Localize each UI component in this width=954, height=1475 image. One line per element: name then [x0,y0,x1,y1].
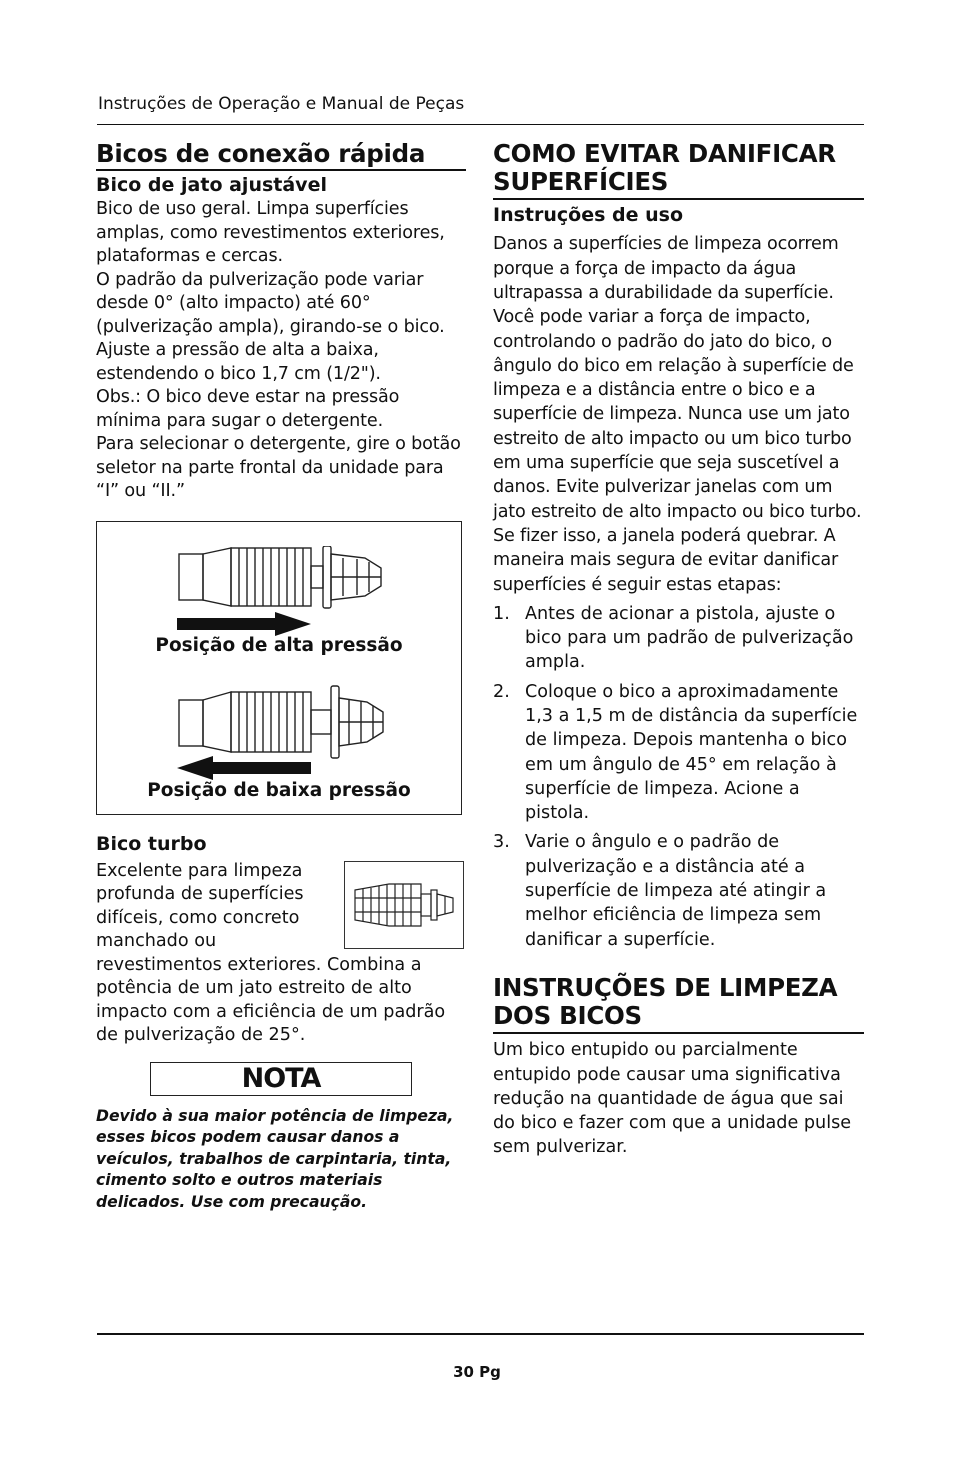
subheading-adjustable-nozzle: Bico de jato ajustável [96,174,327,197]
page-number: 30 Pg [453,1363,501,1381]
note-title: NOTA [241,1063,321,1095]
step-text: Antes de acionar a pistola, ajuste o bico para um padrão de pulverização ampla. [525,603,854,673]
running-header: Instruções de Operação e Manual de Peças [98,94,465,114]
paragraph-general-use: Bico de uso geral. Limpa superfícies amplas, como revestimentos exteriores, plataformas e cercas. [96,199,445,267]
label-high-pressure: Posição de alta pressão [155,634,403,656]
note-text: Devido à sua maior potência de limpeza, esses bicos podem causar danos a veículos, trabalhos de carpintaria, tinta, cimento solto e outros materiais delicados. Use com precaução. [96,1106,454,1212]
turbo-nozzle-image [344,861,464,949]
paragraph-damage: Danos a superfícies de limpeza ocorrem porque a força de impacto da água ultrapassa a durabilidade da superfície. Você pode variar a força de impacto, controlando o padrão do jato do bico, o ângulo do bico em relação à superfície de limpeza e a distância entre o bico e a superfície de limpeza. Nunca use um jato estreito de alto impacto ou um bico turbo em uma superfície que seja suscetível a danos. Evite pulverizar janelas com um jato estreito de alto impacto ou bico turbo. Se fizer isso, a janela poderá quebrar. A maneira mais segura de evitar danificar superfícies é seguir estas etapas: [493,234,862,595]
steps-list [493,602,864,952]
list-item [493,680,864,826]
note-box [150,1062,412,1096]
section-heading-bicos: Bicos de conexão rápida [96,140,466,171]
step-number: 2. [493,681,510,702]
step-number: 3. [493,832,510,853]
footer-rule [97,1333,864,1335]
header-rule [97,124,864,125]
nozzle-position-figure [96,521,462,815]
left-column [96,140,466,1214]
paragraph-spray-pattern: O padrão da pulverização pode variar desde 0° (alto impacto) até 60° (pulverização ampla), girando-se o bico. Ajuste a pressão de alta a baixa, estendendo o bico 1,7 cm (1/2"). [96,269,445,384]
step-text: Coloque o bico a aproximadamente 1,3 a 1,5 m de distância da superfície de limpeza. Depois mantenha o bico em um ângulo de 45° em relação à superfície de limpeza. Acione a pistola. [525,681,858,824]
section-heading-cleaning: INSTRUÇÕES DE LIMPEZA DOS BICOS [493,974,864,1034]
step-number: 1. [493,603,510,624]
step-text: Varie o ângulo e o padrão de pulverização e a distância até a superfície de limpeza até atingir a melhor eficiência de limpeza sem danificar a superfície. [525,832,827,950]
section-heading-avoid-damage: COMO EVITAR DANIFICAR SUPERFÍCIES [493,140,864,200]
paragraph-detergent: Para selecionar o detergente, gire o botão seletor na parte frontal da unidade para “I” ou “II.” [96,434,461,502]
nozzle-high-pressure-illustration [175,546,390,636]
subheading-turbo-nozzle: Bico turbo [96,832,207,855]
right-column [493,140,864,1160]
subheading-instructions: Instruções de uso [493,204,683,227]
list-item [493,830,864,951]
label-low-pressure: Posição de baixa pressão [147,779,411,801]
nozzle-low-pressure-illustration [175,682,390,782]
paragraph-clogged-nozzle: Um bico entupido ou parcialmente entupido pode causar uma significativa redução na quantidade de água que sai do bico e fazer com que a unidade pulse sem pulverizar. [493,1040,852,1158]
list-item [493,602,864,675]
paragraph-obs: Obs.: O bico deve estar na pressão mínima para sugar o detergente. [96,387,400,431]
turbo-nozzle-illustration [349,880,459,930]
paragraph-turbo: Excelente para limpeza profunda de superfícies difíceis, como concreto manchado ou revestimentos exteriores. Combina a potência de um jato estreito de alto impacto com a eficiência de um padrão de pulverização de 25°. [96,860,446,1046]
